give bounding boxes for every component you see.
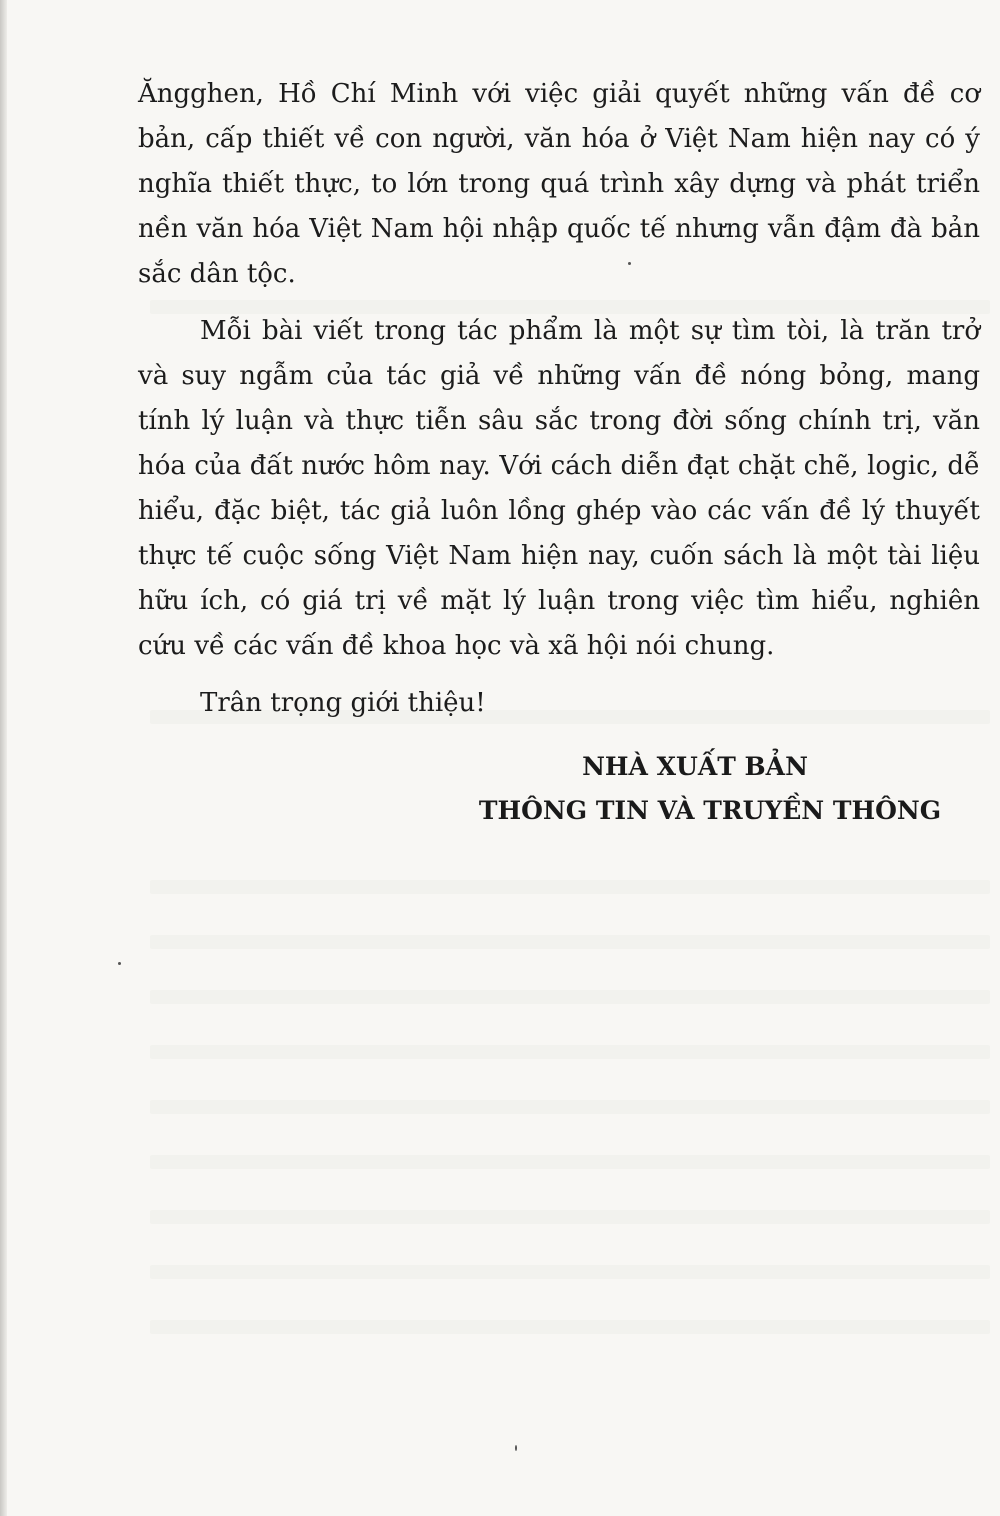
- ink-speck: [515, 1445, 517, 1451]
- bleed-through: [150, 990, 990, 1004]
- publisher-name-line1: NHÀ XUẤT BẢN: [582, 752, 808, 781]
- publisher-name-line2: THÔNG TIN VÀ TRUYỀN THÔNG: [478, 796, 942, 825]
- bleed-through: [150, 1045, 990, 1059]
- bleed-through: [150, 1100, 990, 1114]
- bleed-through: [150, 1320, 990, 1334]
- bleed-through: [150, 1155, 990, 1169]
- bleed-through: [150, 1210, 990, 1224]
- page-binding-edge: [0, 0, 7, 1516]
- paragraph-2: Mỗi bài viết trong tác phẩm là một sự tìm tòi, là trăn trở và suy ngẫm của tác giả về những vấn đề nóng bỏng, mang tính lý luận và thực tiễn sâu sắc trong đời sống chính trị, văn hóa của đất nước hôm nay. Với cách diễn đạt chặt chẽ, logic, dễ hiểu, đặc biệt, tác giả luôn lồng ghép vào các vấn đề lý thuyết thực tế cuộc sống Việt Nam hiện nay, cuốn sách là một tài liệu hữu ích, có giá trị về mặt lý luận trong việc tìm hiểu, nghiên cứu về các vấn đề khoa học và xã hội nói chung.: [138, 316, 980, 661]
- bleed-through: [150, 1265, 990, 1279]
- bleed-through: [150, 935, 990, 949]
- closing-line: Trân trọng giới thiệu!: [200, 688, 486, 718]
- paragraph-1: Ăngghen, Hồ Chí Minh với việc giải quyết những vấn đề cơ bản, cấp thiết về con người, văn hóa ở Việt Nam hiện nay có ý nghĩa thiết thực, to lớn trong quá trình xây dựng và phát triển nền văn hóa Việt Nam hội nhập quốc tế nhưng vẫn đậm đà bản sắc dân tộc.: [138, 79, 980, 289]
- body-text: [138, 72, 980, 742]
- bleed-through: [150, 880, 990, 894]
- ink-speck: [118, 962, 121, 965]
